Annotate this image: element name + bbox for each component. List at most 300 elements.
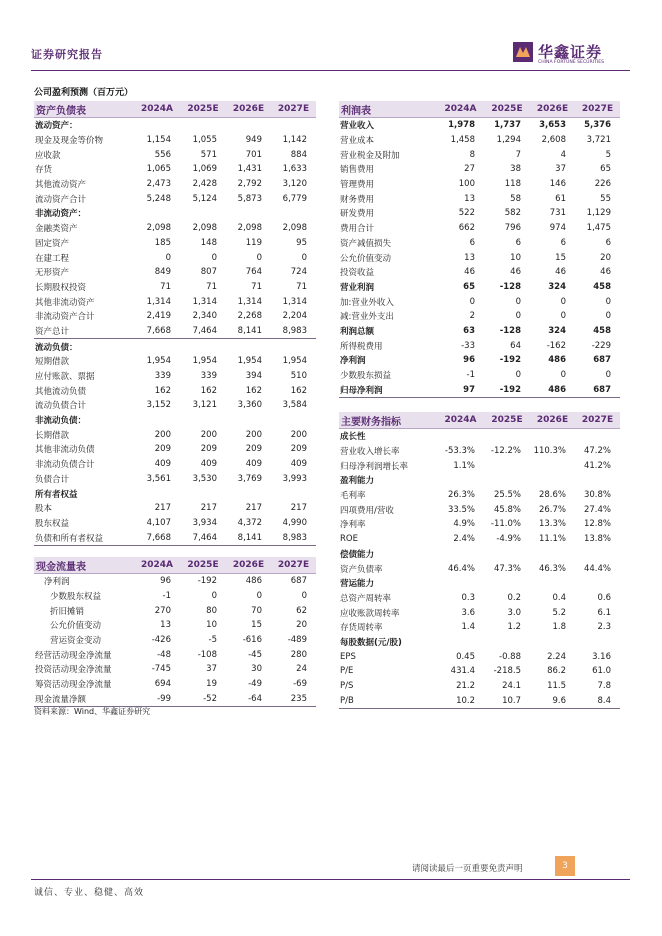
table-caption: 公司盈利预测（百万元） bbox=[34, 88, 134, 98]
value-cell bbox=[484, 547, 530, 562]
row-label: 非流动资产： bbox=[35, 209, 87, 220]
value-cell: 24 bbox=[296, 664, 307, 675]
value-cell: 96 bbox=[160, 576, 171, 587]
value-cell: -1 bbox=[162, 591, 171, 602]
value-cell: 6.1 bbox=[597, 607, 611, 618]
value-cell: 3,152 bbox=[146, 400, 171, 411]
value-cell: 8.4 bbox=[575, 693, 620, 708]
value-cell: 5.2 bbox=[552, 607, 566, 618]
value-cell bbox=[484, 473, 530, 488]
year-header: 2024A bbox=[437, 412, 484, 429]
row-label: 投资收益 bbox=[340, 268, 375, 279]
value-cell: 10 bbox=[206, 620, 217, 631]
table-row bbox=[34, 647, 316, 662]
year-header: 2027E bbox=[575, 101, 620, 118]
value-cell bbox=[134, 339, 180, 354]
value-cell: 6 bbox=[515, 237, 521, 248]
table-row bbox=[34, 457, 316, 472]
row-label: 净利率 bbox=[340, 520, 366, 531]
value-cell: 884 bbox=[290, 149, 307, 160]
row-label: 其他非流动负债 bbox=[35, 445, 95, 456]
value-cell: -218.5 bbox=[493, 666, 521, 677]
table-row bbox=[34, 574, 316, 589]
value-cell bbox=[180, 339, 226, 354]
row-label: 毛利率 bbox=[340, 491, 366, 502]
table-row bbox=[339, 147, 620, 162]
table-header-row bbox=[34, 557, 316, 574]
row-label: 应付账款、票据 bbox=[35, 372, 95, 383]
row-label: 四项费用/营收 bbox=[340, 505, 394, 516]
value-cell bbox=[575, 547, 620, 562]
value-cell: 1.4 bbox=[461, 622, 475, 633]
value-cell: 1,142 bbox=[282, 135, 307, 146]
row-label: 金融类资产 bbox=[35, 224, 78, 235]
row-label: 筹资活动现金净流量 bbox=[35, 680, 112, 691]
value-cell bbox=[226, 118, 271, 133]
value-cell bbox=[530, 458, 575, 473]
value-cell: 47.2% bbox=[583, 446, 611, 457]
table-row bbox=[34, 354, 316, 369]
value-cell: 409 bbox=[245, 459, 262, 470]
table-row bbox=[339, 488, 620, 503]
value-cell bbox=[530, 635, 575, 650]
value-cell: -108 bbox=[197, 649, 217, 660]
value-cell: -5 bbox=[208, 635, 217, 646]
table-row bbox=[34, 486, 316, 501]
value-cell: 162 bbox=[154, 385, 171, 396]
value-cell: 46 bbox=[600, 267, 611, 278]
row-label: 流动负债： bbox=[35, 342, 78, 353]
value-cell: 4.9% bbox=[453, 519, 475, 530]
value-cell: 458 bbox=[593, 325, 611, 336]
value-cell: 26.7% bbox=[538, 504, 566, 515]
table-row bbox=[339, 620, 620, 635]
value-cell: 556 bbox=[154, 149, 171, 160]
table-row bbox=[34, 516, 316, 531]
year-header: 2025E bbox=[484, 412, 530, 429]
row-label: 营业税金及附加 bbox=[340, 150, 400, 161]
table-row bbox=[34, 369, 316, 384]
value-cell: 97 bbox=[437, 382, 484, 397]
table-row bbox=[34, 442, 316, 457]
value-cell: 2.4% bbox=[453, 534, 475, 545]
table-row bbox=[339, 429, 620, 444]
value-cell: 1,314 bbox=[192, 296, 217, 307]
row-label: EPS bbox=[340, 651, 356, 662]
value-cell: 2,098 bbox=[146, 223, 171, 234]
table-row bbox=[34, 589, 316, 604]
value-cell: 687 bbox=[290, 576, 307, 587]
value-cell: 2,204 bbox=[282, 311, 307, 322]
value-cell: 796 bbox=[504, 223, 521, 234]
logo-subtext: CHINA FORTUNE SECURITIES bbox=[538, 60, 605, 65]
table-row bbox=[339, 532, 620, 547]
table-header-row bbox=[339, 412, 620, 429]
value-cell bbox=[226, 206, 271, 221]
value-cell: 522 bbox=[458, 208, 475, 219]
value-cell: 1.2 bbox=[507, 622, 521, 633]
row-label: 营业收入增长率 bbox=[340, 447, 400, 458]
value-cell: 235 bbox=[271, 692, 316, 707]
value-cell: 458 bbox=[593, 281, 611, 292]
value-cell: -426 bbox=[151, 635, 171, 646]
page-number: 3 bbox=[555, 856, 575, 876]
table-row bbox=[339, 191, 620, 206]
value-cell: 46 bbox=[510, 267, 521, 278]
value-cell: -99 bbox=[134, 692, 180, 707]
row-label: 流动资产合计 bbox=[35, 194, 87, 205]
table-row bbox=[339, 649, 620, 664]
year-header: 2026E bbox=[226, 557, 271, 574]
table-row bbox=[339, 280, 620, 295]
row-label: 减:营业外支出 bbox=[340, 312, 394, 323]
value-cell: 0 bbox=[211, 252, 217, 263]
table-row bbox=[34, 250, 316, 265]
value-cell: 20 bbox=[600, 252, 611, 263]
value-cell: 217 bbox=[200, 503, 217, 514]
value-cell bbox=[437, 429, 484, 444]
value-cell: 510 bbox=[290, 371, 307, 382]
logo-icon bbox=[513, 42, 533, 62]
value-cell: 807 bbox=[200, 267, 217, 278]
value-cell: 37 bbox=[206, 664, 217, 675]
value-cell bbox=[530, 473, 575, 488]
table-title: 主要财务指标 bbox=[339, 412, 437, 429]
value-cell: 724 bbox=[290, 267, 307, 278]
value-cell: 7 bbox=[515, 149, 521, 160]
value-cell: 701 bbox=[245, 149, 262, 160]
table-row bbox=[339, 458, 620, 473]
row-label: 存货 bbox=[35, 165, 53, 176]
table-row bbox=[34, 603, 316, 618]
value-cell: -69 bbox=[293, 679, 307, 690]
value-cell: 1,129 bbox=[586, 208, 611, 219]
row-label: 应收款 bbox=[35, 150, 61, 161]
value-cell: 270 bbox=[154, 605, 171, 616]
value-cell: 5,124 bbox=[192, 193, 217, 204]
header-divider bbox=[31, 70, 630, 71]
value-cell: 1.8 bbox=[552, 622, 566, 633]
value-cell: 3.0 bbox=[507, 607, 521, 618]
row-label: 非流动负债： bbox=[35, 416, 87, 427]
value-cell bbox=[484, 635, 530, 650]
value-cell: 209 bbox=[200, 444, 217, 455]
value-cell: 46.4% bbox=[447, 563, 475, 574]
value-cell: 1,954 bbox=[282, 356, 307, 367]
table-row bbox=[339, 309, 620, 324]
value-cell: 5 bbox=[605, 149, 611, 160]
value-cell: 2.3 bbox=[597, 622, 611, 633]
table-row bbox=[34, 118, 316, 133]
balance-sheet-table bbox=[34, 101, 316, 546]
year-header: 2027E bbox=[271, 557, 316, 574]
value-cell: 0 bbox=[256, 591, 262, 602]
row-label: 公允价值变动 bbox=[50, 621, 102, 632]
value-cell: 55 bbox=[600, 193, 611, 204]
value-cell bbox=[180, 118, 226, 133]
year-header: 2024A bbox=[134, 557, 180, 574]
value-cell: 13.3% bbox=[538, 519, 566, 530]
value-cell: 1,294 bbox=[496, 135, 521, 146]
table-row bbox=[339, 265, 620, 280]
value-cell: 20 bbox=[296, 620, 307, 631]
value-cell: 200 bbox=[154, 429, 171, 440]
row-label: 营业利润 bbox=[340, 282, 375, 293]
value-cell: 46 bbox=[555, 267, 566, 278]
value-cell: 1.1% bbox=[453, 460, 475, 471]
value-cell: 1,737 bbox=[494, 120, 521, 131]
value-cell: 63 bbox=[463, 325, 475, 336]
table-row bbox=[339, 664, 620, 679]
table-row bbox=[34, 147, 316, 162]
value-cell bbox=[271, 413, 316, 428]
value-cell: 118 bbox=[504, 179, 521, 190]
value-cell: 1,314 bbox=[146, 296, 171, 307]
table-row bbox=[339, 605, 620, 620]
row-label: P/S bbox=[340, 681, 354, 692]
table-row bbox=[339, 206, 620, 221]
value-cell: 7,668 bbox=[134, 324, 180, 339]
value-cell: 3,120 bbox=[282, 179, 307, 190]
value-cell bbox=[575, 635, 620, 650]
table-row bbox=[339, 444, 620, 459]
value-cell: 1,475 bbox=[586, 223, 611, 234]
value-cell: 11.5 bbox=[547, 681, 566, 692]
value-cell: 6,779 bbox=[282, 193, 307, 204]
table-row bbox=[339, 561, 620, 576]
row-label: 折旧摊销 bbox=[50, 606, 85, 617]
value-cell: 582 bbox=[504, 208, 521, 219]
row-label: 研发费用 bbox=[340, 209, 375, 220]
value-cell: 0 bbox=[515, 311, 521, 322]
value-cell: 1,431 bbox=[237, 164, 262, 175]
value-cell bbox=[437, 576, 484, 591]
value-cell: -128 bbox=[499, 281, 521, 292]
value-cell: 0 bbox=[560, 296, 566, 307]
row-label: 资产负债率 bbox=[340, 564, 383, 575]
value-cell: 1,069 bbox=[192, 164, 217, 175]
row-label: 长期借款 bbox=[35, 430, 70, 441]
value-cell: 3,584 bbox=[282, 400, 307, 411]
value-cell: -0.88 bbox=[499, 651, 521, 662]
value-cell: 217 bbox=[245, 503, 262, 514]
logo-text: 华鑫证券 bbox=[538, 43, 603, 61]
table-row bbox=[34, 398, 316, 413]
value-cell: 8 bbox=[469, 149, 475, 160]
value-cell: -4.9% bbox=[496, 534, 521, 545]
table-row bbox=[34, 413, 316, 428]
source-note: 资料来源：Wind、华鑫证券研究 bbox=[34, 707, 151, 716]
value-cell: 3,530 bbox=[192, 473, 217, 484]
value-cell: 15 bbox=[251, 620, 262, 631]
value-cell: 1,978 bbox=[448, 120, 475, 131]
value-cell: 2,340 bbox=[192, 311, 217, 322]
key-indicators-table bbox=[339, 412, 620, 709]
value-cell: -489 bbox=[287, 635, 307, 646]
table-title: 现金流量表 bbox=[34, 557, 134, 574]
year-header: 2027E bbox=[575, 412, 620, 429]
value-cell: 0.45 bbox=[456, 651, 475, 662]
value-cell: 486 bbox=[548, 355, 566, 366]
value-cell: 849 bbox=[154, 267, 171, 278]
table-row bbox=[34, 427, 316, 442]
value-cell: 0 bbox=[605, 296, 611, 307]
value-cell: 209 bbox=[154, 444, 171, 455]
value-cell bbox=[575, 576, 620, 591]
value-cell: 1,954 bbox=[146, 356, 171, 367]
row-label: 股本 bbox=[35, 504, 53, 515]
value-cell: 3,993 bbox=[282, 473, 307, 484]
value-cell: -192 bbox=[484, 382, 530, 397]
value-cell: 3,561 bbox=[146, 473, 171, 484]
row-label: 偿债能力 bbox=[340, 549, 375, 560]
row-label: P/E bbox=[340, 666, 354, 677]
value-cell: -52 bbox=[180, 692, 226, 707]
row-label: 其他流动负债 bbox=[35, 386, 87, 397]
value-cell: 3,934 bbox=[192, 517, 217, 528]
value-cell: 0 bbox=[515, 370, 521, 381]
year-header: 2025E bbox=[180, 557, 226, 574]
value-cell: 974 bbox=[549, 223, 566, 234]
table-row bbox=[34, 206, 316, 221]
value-cell: 96 bbox=[463, 355, 475, 366]
value-cell: 0 bbox=[469, 296, 475, 307]
value-cell: 280 bbox=[290, 649, 307, 660]
row-label: 其他流动资产 bbox=[35, 180, 87, 191]
value-cell: -192 bbox=[499, 355, 521, 366]
value-cell: 21.2 bbox=[456, 681, 475, 692]
value-cell: 409 bbox=[154, 459, 171, 470]
value-cell: 162 bbox=[245, 385, 262, 396]
value-cell: 571 bbox=[200, 149, 217, 160]
table-row bbox=[34, 133, 316, 148]
value-cell: 486 bbox=[530, 382, 575, 397]
table-row bbox=[339, 473, 620, 488]
value-cell: 2,098 bbox=[237, 223, 262, 234]
row-label: 负债合计 bbox=[35, 474, 70, 485]
footer-motto: 诚信、专业、稳健、高效 bbox=[34, 888, 145, 898]
value-cell: 324 bbox=[548, 281, 566, 292]
row-label: 净利润 bbox=[340, 356, 366, 367]
value-cell: 217 bbox=[154, 503, 171, 514]
row-label: 股东权益 bbox=[35, 518, 70, 529]
value-cell: 409 bbox=[200, 459, 217, 470]
table-row bbox=[339, 162, 620, 177]
value-cell: 8,983 bbox=[271, 530, 316, 545]
value-cell: 4,107 bbox=[146, 517, 171, 528]
value-cell: 13 bbox=[464, 252, 475, 263]
value-cell: 2,419 bbox=[146, 311, 171, 322]
table-row bbox=[34, 162, 316, 177]
row-label: 营业成本 bbox=[340, 136, 375, 147]
table-header-row bbox=[34, 101, 316, 118]
value-cell: 8,141 bbox=[226, 324, 271, 339]
year-header: 2026E bbox=[530, 101, 575, 118]
value-cell: 486 bbox=[245, 576, 262, 587]
row-label: 管理费用 bbox=[340, 180, 375, 191]
table-title: 利润表 bbox=[339, 101, 437, 118]
value-cell: 7.8 bbox=[597, 681, 611, 692]
value-cell: 100 bbox=[458, 179, 475, 190]
value-cell: 8,141 bbox=[226, 530, 271, 545]
row-label: 长期股权投资 bbox=[35, 282, 87, 293]
value-cell: 949 bbox=[245, 135, 262, 146]
value-cell: 15 bbox=[555, 252, 566, 263]
row-label: 盈利能力 bbox=[340, 476, 375, 487]
value-cell bbox=[484, 429, 530, 444]
value-cell: -45 bbox=[248, 649, 262, 660]
value-cell: -12.2% bbox=[490, 446, 521, 457]
value-cell bbox=[271, 339, 316, 354]
value-cell: 10.7 bbox=[484, 693, 530, 708]
year-header: 2024A bbox=[437, 101, 484, 118]
table-row bbox=[339, 324, 620, 339]
value-cell: 61 bbox=[555, 193, 566, 204]
value-cell: 11.1% bbox=[538, 534, 566, 545]
value-cell: 0 bbox=[560, 370, 566, 381]
row-label: P/B bbox=[339, 693, 437, 708]
value-cell: 13.8% bbox=[583, 534, 611, 545]
value-cell: 1,954 bbox=[237, 356, 262, 367]
value-cell: 37 bbox=[555, 164, 566, 175]
value-cell bbox=[575, 429, 620, 444]
value-cell: 4,990 bbox=[282, 517, 307, 528]
row-label: 流动负债合计 bbox=[35, 401, 87, 412]
value-cell bbox=[226, 486, 271, 501]
value-cell: 2,608 bbox=[541, 135, 566, 146]
value-cell bbox=[134, 486, 180, 501]
value-cell: 0 bbox=[605, 311, 611, 322]
row-label: 资产减值损失 bbox=[340, 238, 392, 249]
value-cell: 162 bbox=[290, 385, 307, 396]
row-label: 固定资产 bbox=[35, 238, 70, 249]
row-label: 每股数据(元/股) bbox=[340, 637, 402, 648]
row-label: 经营活动现金净流量 bbox=[35, 650, 112, 661]
value-cell: -49 bbox=[248, 679, 262, 690]
value-cell: 2 bbox=[469, 311, 475, 322]
table-row bbox=[339, 693, 620, 708]
table-row bbox=[339, 502, 620, 517]
table-row bbox=[34, 265, 316, 280]
table-row bbox=[339, 118, 620, 133]
value-cell: 71 bbox=[251, 281, 262, 292]
value-cell: 86.2 bbox=[547, 666, 566, 677]
table-row bbox=[339, 236, 620, 251]
value-cell: 7,464 bbox=[180, 530, 226, 545]
year-header: 2025E bbox=[180, 101, 226, 118]
row-label: 资产总计 bbox=[34, 324, 134, 339]
value-cell: 80 bbox=[206, 605, 217, 616]
value-cell: 3.6 bbox=[461, 607, 475, 618]
row-label: 投资活动现金净流量 bbox=[35, 665, 112, 676]
value-cell: 6 bbox=[560, 237, 566, 248]
value-cell bbox=[437, 547, 484, 562]
table-row bbox=[34, 280, 316, 295]
value-cell: 226 bbox=[594, 179, 611, 190]
value-cell: -229 bbox=[591, 340, 611, 351]
value-cell bbox=[484, 458, 530, 473]
value-cell bbox=[530, 429, 575, 444]
table-row bbox=[339, 576, 620, 591]
value-cell: 200 bbox=[245, 429, 262, 440]
value-cell: 409 bbox=[290, 459, 307, 470]
table-row bbox=[34, 324, 316, 339]
value-cell: 71 bbox=[206, 281, 217, 292]
value-cell: 200 bbox=[290, 429, 307, 440]
value-cell: 764 bbox=[245, 267, 262, 278]
table-row bbox=[339, 250, 620, 265]
row-label: 少数股东权益 bbox=[50, 592, 102, 603]
